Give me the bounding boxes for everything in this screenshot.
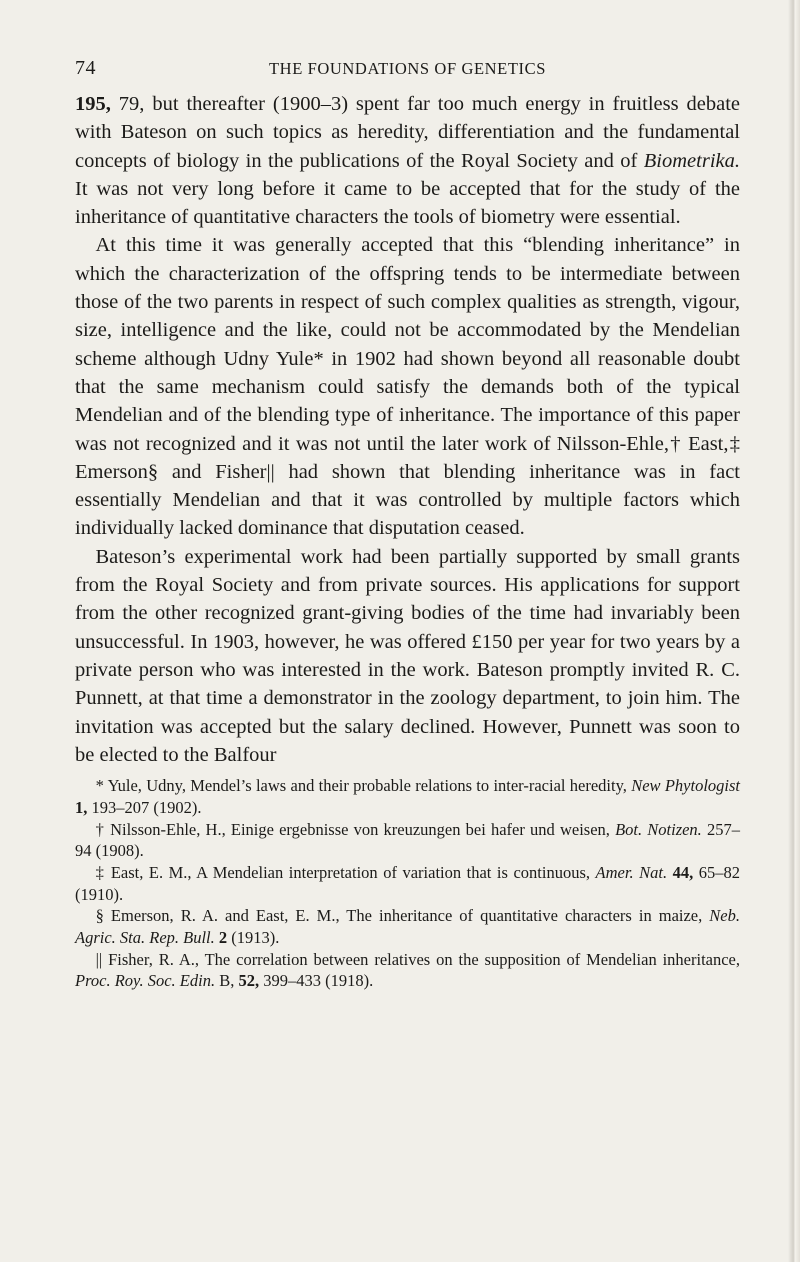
paragraph-3-text: Bateson’s experimental work had been partially supported by small grants from the Royal Society and from private sources. His applications for support from the other recognized grant-giving bodies of the time had invariably been unsuccessful. In 1903, however, he was offered £150 per year for two years by a private person who was interested in the work. Bateson promptly invited R. C. Punnett, at that time a demonstrator in the zoology department, to join him. The invitation was accepted but the salary declined. However, Punnett was soon to be elected to the Balfour	[75, 545, 740, 766]
footnote-volume: 1,	[75, 797, 88, 817]
footnote-nilsson-ehle	[75, 819, 740, 862]
footnote-fisher	[75, 949, 740, 992]
footnote-text: B,	[215, 971, 239, 991]
footnote-volume: 2	[218, 928, 228, 948]
footnote-volume: 52,	[238, 971, 260, 991]
footnote-text: 399–433 (1918).	[259, 971, 374, 991]
footnote-text: § Emerson, R. A. and East, E. M., The inheritance of quantitative characters in maize,	[95, 906, 710, 926]
page-edge-shadow	[788, 0, 800, 1262]
footnote-journal: Proc. Roy. Soc. Edin.	[75, 971, 216, 991]
footnote-text: * Yule, Udny, Mendel’s laws and their probable relations to inter-racial heredity,	[95, 776, 632, 796]
footnote-emerson	[75, 905, 740, 948]
paragraph-3	[75, 543, 740, 769]
footnote-journal: Neb. Agric. Sta. Rep. Bull.	[75, 906, 740, 948]
footnote-yule	[75, 775, 740, 818]
footnote-text: 257–94 (1908).	[75, 819, 740, 861]
footnote-text: (1913).	[227, 928, 280, 948]
page-number: 74	[75, 57, 96, 79]
footnote-journal: Bot. Notizen.	[615, 819, 702, 839]
journal-title-biometrika: Biometrika.	[643, 149, 740, 172]
footnote-text: || Fisher, R. A., The correlation between relatives on the supposition of Mendelian inheritance,	[95, 949, 740, 969]
paragraph-1-text: 79, but thereafter (1900–3) spent far too much energy in fruitless debate with Bateson on such topics as heredity, differentiation and the fundamental concepts of biology in the publications of the Royal Society and of	[75, 93, 740, 172]
body-text	[75, 90, 740, 769]
footnote-text: 193–207 (1902).	[87, 797, 202, 817]
paragraph-1	[75, 90, 740, 231]
footnote-text: 65–82 (1910).	[75, 862, 740, 904]
footnote-text: † Nilsson-Ehle, H., Einige ergebnisse von kreuzungen bei hafer und weisen,	[95, 819, 616, 839]
volume-number: 195,	[75, 93, 111, 115]
book-page	[75, 55, 740, 992]
paragraph-1-text-end: It was not very long before it came to be accepted that for the study of the inheritance of quantitative characters the tools of biometry were essential.	[75, 177, 740, 229]
footnote-journal: Amer. Nat.	[595, 862, 668, 882]
running-title: THE FOUNDATIONS OF GENETICS	[269, 59, 546, 78]
footnote-text: ‡ East, E. M., A Mendelian interpretation of variation that is continuous,	[95, 862, 596, 882]
footnote-journal: New Phytologist	[631, 776, 740, 796]
paragraph-2-text: At this time it was generally accepted that this “blending inheritance” in which the characterization of the offspring tends to be intermediate between those of the two parents in respect of such complex qualities as strength, vigour, size, intelligence and the like, could not be accommodated by the Mendelian scheme although Udny Yule* in 1902 had shown beyond all reasonable doubt that the same mechanism could satisfy the demands both of the typical Mendelian and of the blending type of inheritance. The importance of this paper was not recognized and it was not until the later work of Nilsson-Ehle,† East,‡ Emerson§ and Fisher|| had shown that blending inheritance was in fact essentially Mendelian and that it was controlled by multiple factors which individually lacked dominance that disputation ceased.	[75, 234, 740, 540]
paragraph-2	[75, 231, 740, 542]
footnote-volume: 44,	[672, 862, 694, 882]
footnotes	[75, 775, 740, 992]
running-head	[75, 55, 740, 85]
footnote-east	[75, 862, 740, 905]
